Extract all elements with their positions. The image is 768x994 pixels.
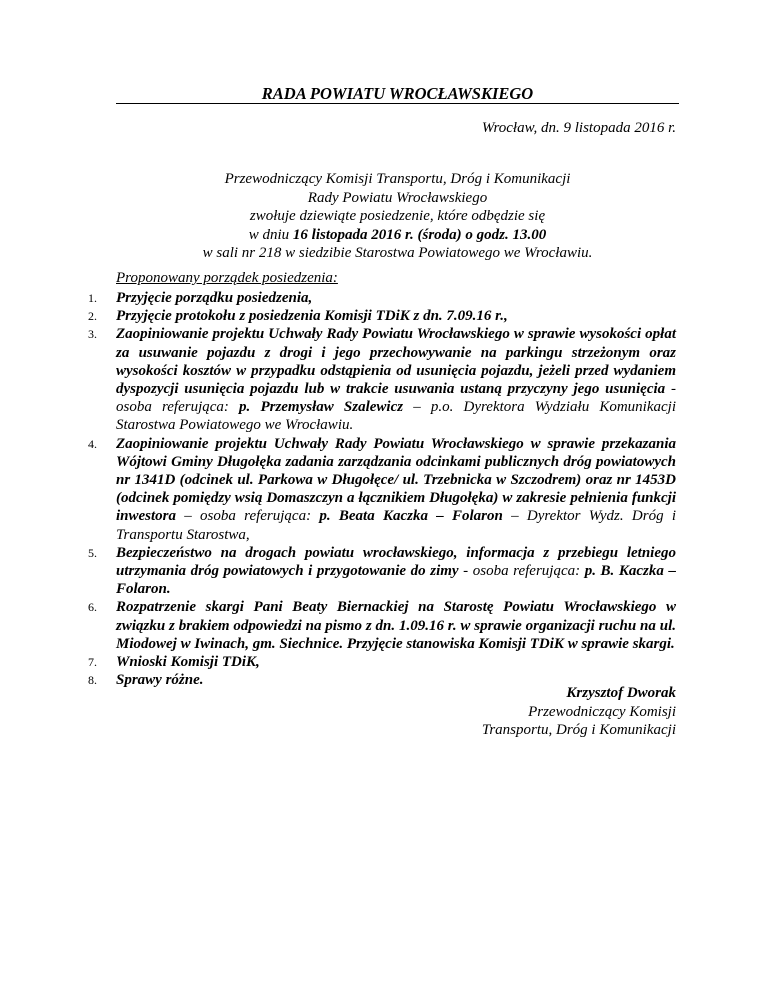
agenda-item-text: Przyjęcie protokołu z posiedzenia Komisji TDiK z dn. 7.09.16 r.,: [116, 308, 508, 325]
agenda-item-presenter: p. B. Kaczka – Folaron.: [116, 563, 676, 598]
meeting-date: 16 listopada 2016 r. (środa) o godz. 13.00: [292, 226, 547, 243]
agenda-item-text: Wnioski Komisji TDiK,: [116, 654, 260, 671]
agenda-item: [88, 598, 676, 653]
convocation-line-1: Przewodniczący Komisji Transportu, Dróg i Komunikacji: [224, 171, 571, 187]
agenda-item-number: 1.: [88, 291, 97, 305]
agenda-item-text: Sprawy różne.: [116, 672, 204, 689]
agenda-item-text: Zaopiniowanie projektu Uchwały Rady Powiatu Wrocławskiego w sprawie wysokości opłat za usuwanie pojazdu z drogi i jego przechowywanie na parkingu strzeżonym oraz wysokości kosztów w przypadku odstąpienia od usunięcia pojazdu, jeżeli przed wydaniem dyspozycji usunięcia pojazdu lub w trakcie usuwania ustaną przyczyny jego usunięcia: [116, 326, 676, 398]
agenda-item: [88, 289, 676, 307]
agenda-item-presenter-role: – Dyrektor Wydz. Dróg i Transportu Starostwa,: [116, 508, 677, 543]
agenda-item-number: 7.: [88, 655, 97, 670]
convocation-line-4: [116, 226, 679, 245]
agenda-item-presenter-role: – p.o. Dyrektora Wydziału Komunikacji Starostwa Powiatowego we Wrocławiu.: [116, 399, 676, 434]
agenda-item-number: 4.: [88, 436, 97, 451]
agenda-list: [88, 289, 677, 689]
agenda-item-presenter-label: - osoba referująca:: [116, 381, 676, 416]
convocation-line-3: zwołuje dziewiąte posiedzenie, które odbędzie się: [249, 208, 546, 224]
agenda-item-presenter-label: – osoba referująca:: [176, 508, 320, 525]
agenda-item-number: 3.: [88, 327, 97, 342]
agenda-item-number: 5.: [88, 545, 97, 560]
agenda-item: [88, 325, 676, 434]
agenda-item-presenter-label: - osoba referująca:: [458, 563, 585, 580]
agenda-item-text: Przyjęcie porządku posiedzenia,: [116, 290, 313, 306]
signatory-role-1: Przewodniczący Komisji: [528, 703, 676, 720]
convocation-line-2: Rady Powiatu Wrocławskiego: [307, 189, 488, 206]
convocation-notice: [116, 170, 679, 263]
agenda-item-presenter: p. Przemysław Szalewicz: [239, 399, 404, 416]
agenda-item-number: 2.: [88, 309, 97, 324]
agenda-item: [88, 307, 676, 325]
agenda-item-number: 8.: [88, 673, 97, 688]
signature-block: [482, 684, 676, 740]
signatory-role-2: Transportu, Dróg i Komunikacji: [481, 722, 676, 738]
date-line: Wrocław, dn. 9 listopada 2016 r.: [481, 120, 676, 136]
agenda-item-number: 6.: [88, 600, 97, 615]
agenda-item-presenter: p. Beata Kaczka – Folaron: [319, 508, 503, 525]
header-divider: [116, 103, 679, 104]
meeting-date-prefix: w dniu: [248, 226, 293, 243]
agenda-item: [88, 435, 677, 544]
convocation-line-5: w sali nr 218 w siedzibie Starostwa Powiatowego we Wrocławiu.: [202, 245, 593, 261]
agenda-item-text: Rozpatrzenie skargi Pani Beaty Biernackiej na Starostę Powiatu Wrocławskiego w związku z brakiem odpowiedzi na pismo z dn. 1.09.16 r. w sprawie organizacji ruchu na ul. Miodowej w Iwinach, gm. Siechnice. Przyjęcie stanowiska Komisji TDiK w sprawie skargi.: [116, 599, 676, 652]
agenda-item: [88, 544, 676, 599]
agenda-item-text: Zaopiniowanie projektu Uchwały Rady Powiatu Wrocławskiego w sprawie przekazania Wójtowi Gminy Długołęka zadania zarządzania odcinkami publicznych dróg powiatowych nr 1341D (odcinek ul. Parkowa w Długołęce/ ul. Trzebnicka w Szczodrem) oraz nr 1453D (odcinek pomiędzy wsią Domaszczyn a łącznikiem Długołęka) w zakresie pełnienia funkcji inwestora: [116, 435, 676, 525]
agenda-heading: Proponowany porządek posiedzenia:: [116, 270, 338, 286]
agenda-item-text: Bezpieczeństwo na drogach powiatu wrocławskiego, informacja z przebiegu letniego utrzymania dróg powiatowych i przygotowanie do zimy: [116, 544, 676, 580]
council-title: RADA POWIATU WROCŁAWSKIEGO: [261, 84, 534, 103]
agenda-item: [88, 653, 676, 671]
signatory-name: Krzysztof Dworak: [566, 685, 676, 701]
